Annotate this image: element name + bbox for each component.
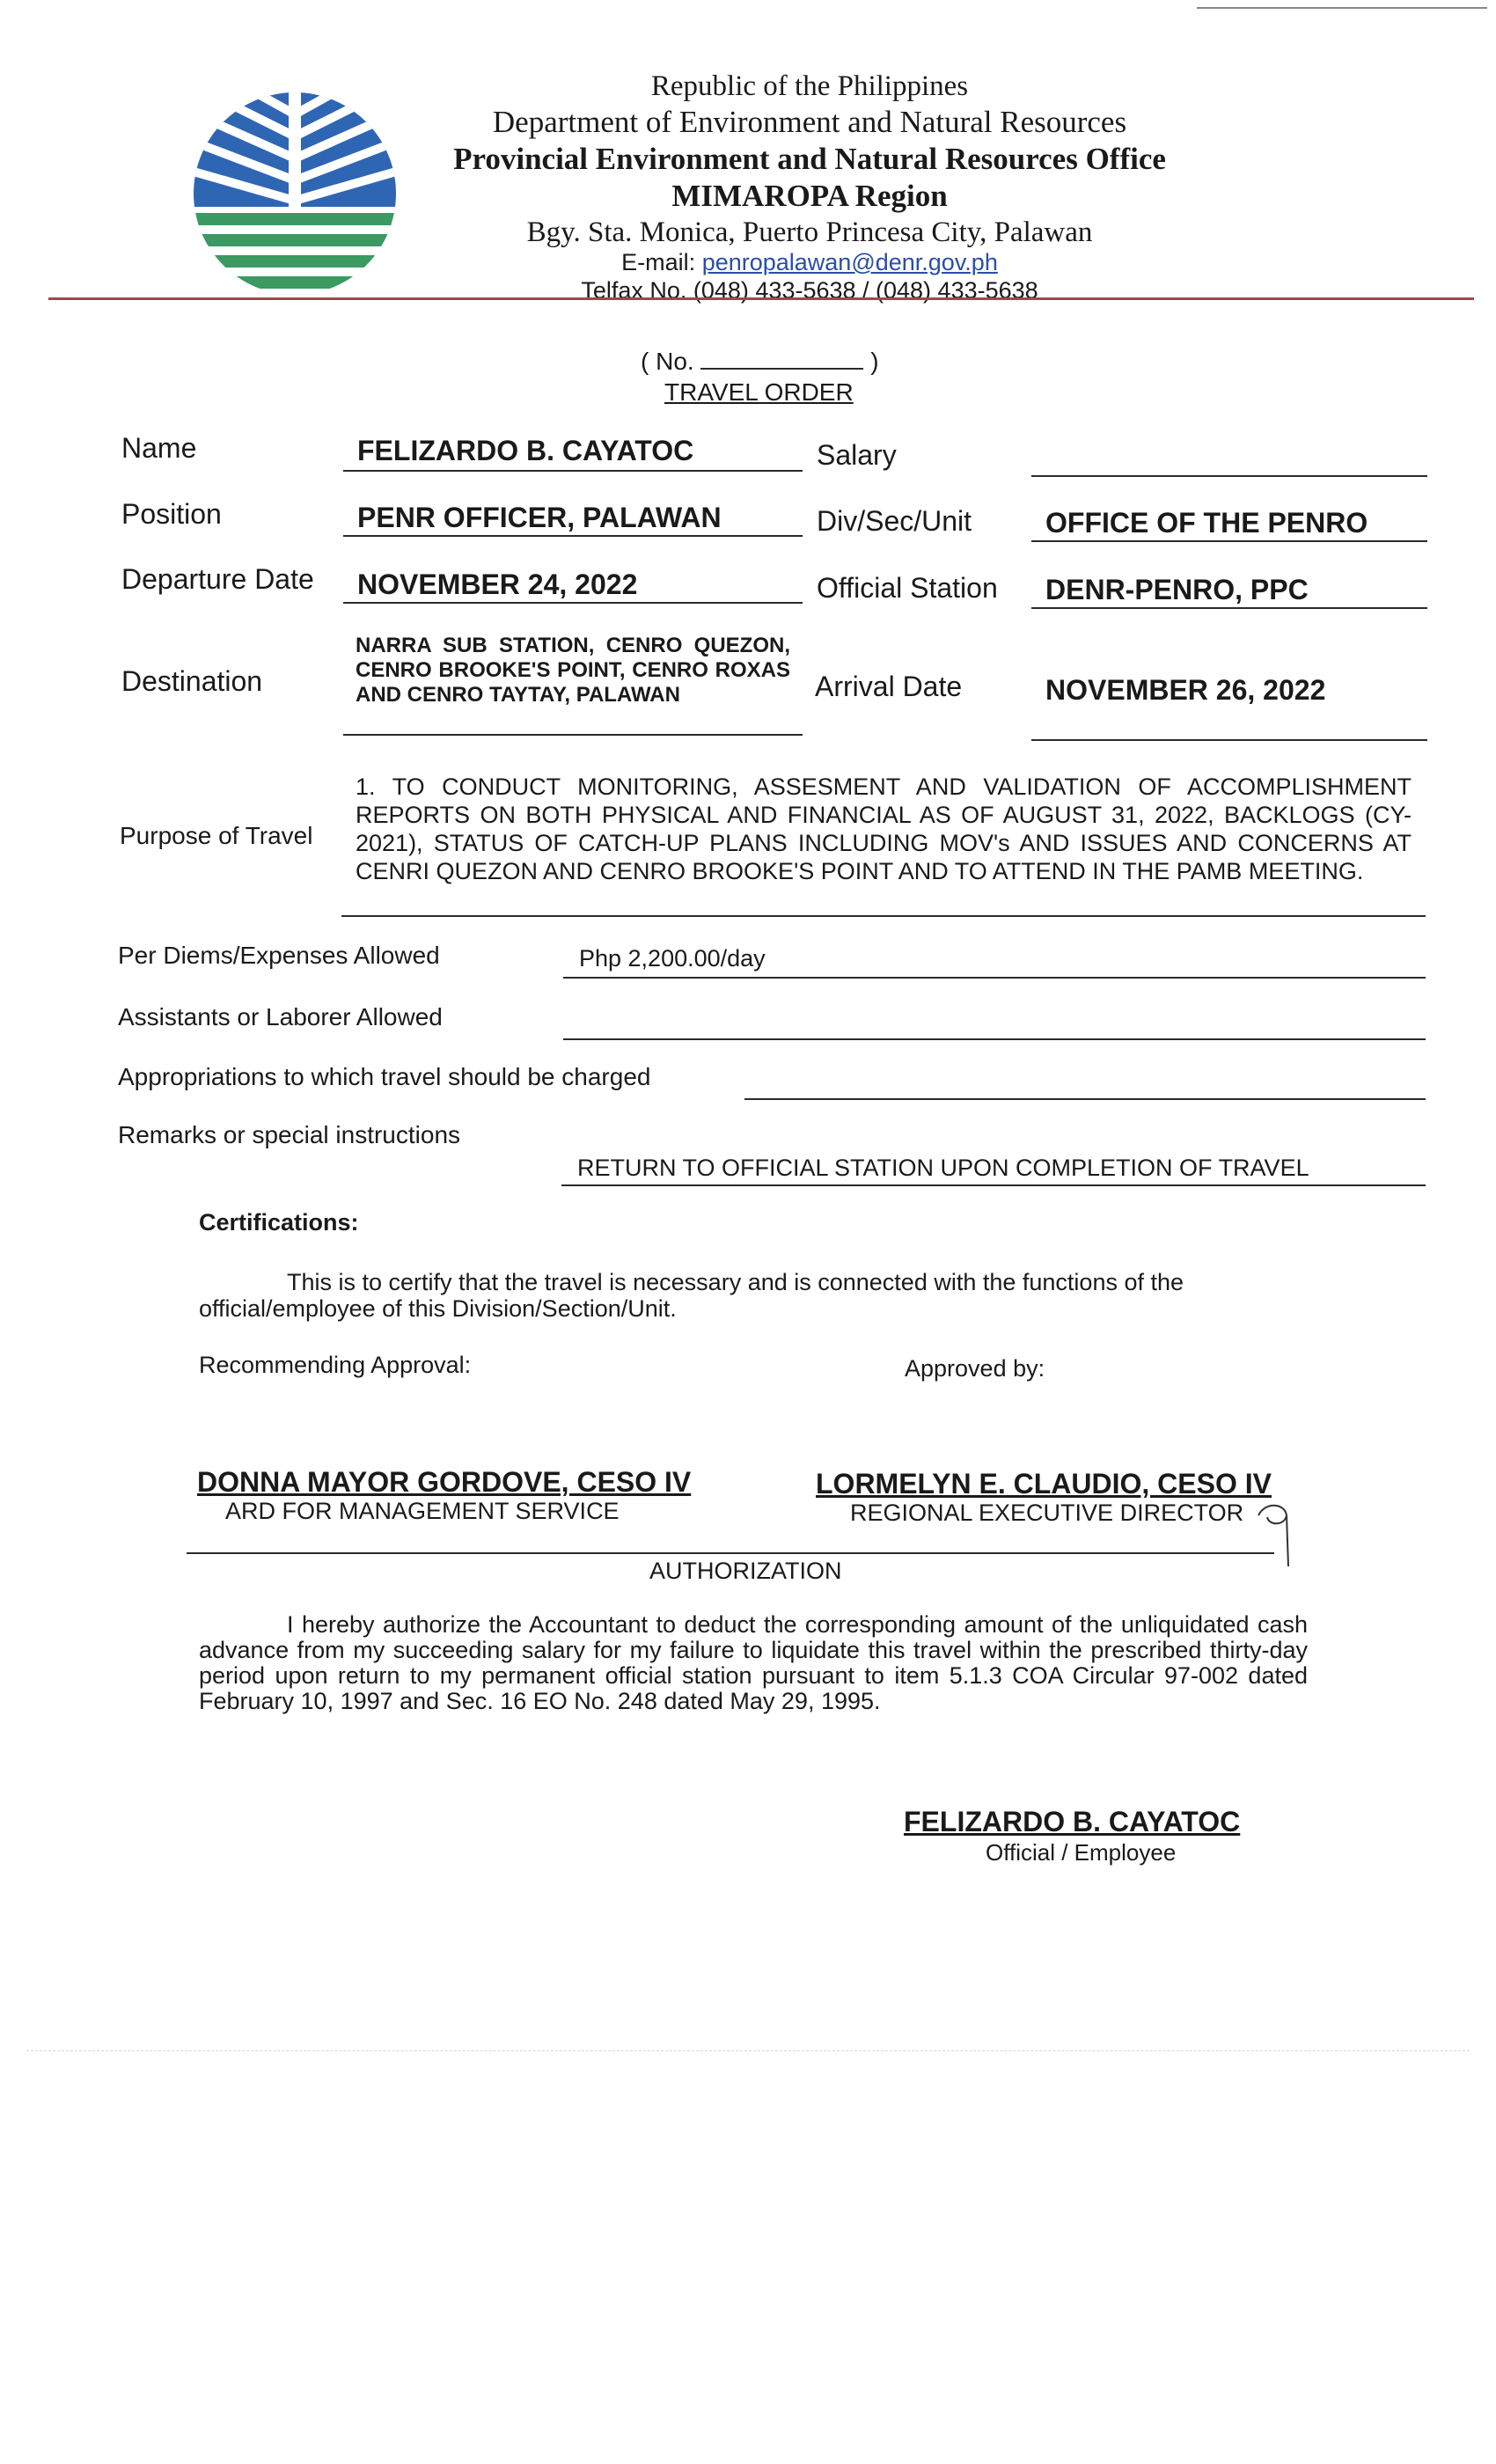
destination-underline — [343, 734, 803, 736]
scan-edge-line — [1197, 7, 1487, 9]
divsec-label: Div/Sec/Unit — [817, 505, 972, 537]
authorization-heading: AUTHORIZATION — [649, 1558, 842, 1584]
name-underline — [343, 470, 803, 472]
salary-label: Salary — [817, 439, 897, 471]
station-value: DENR-PENRO, PPC — [1045, 574, 1309, 605]
divsec-underline — [1031, 540, 1427, 542]
order-no-close: ) — [870, 348, 879, 375]
denr-logo — [189, 88, 400, 299]
certifications-heading: Certifications: — [199, 1209, 359, 1236]
purpose-value: 1. TO CONDUCT MONITORING, ASSESMENT AND VALIDATION OF ACCOMPLISHMENT REPORTS ON BOTH PHYSICAL AND FINANCIAL AS OF AUGUST 31, 2022, BACKLOGS (CY-2021), STATUS OF CATCH-UP PLANS INCLUDING MOV's AND ISSUES AND CONCERNS AT CENRI QUEZON AND CENRO BROOKE'S POINT AND TO ATTEND IN THE PAMB MEETING. — [356, 774, 1412, 884]
departure-label: Departure Date — [121, 563, 314, 595]
position-label: Position — [121, 498, 222, 530]
departure-value: NOVEMBER 24, 2022 — [357, 568, 638, 600]
order-title: TRAVEL ORDER — [664, 378, 854, 406]
handwritten-initial — [1250, 1496, 1302, 1575]
destination-value: NARRA SUB STATION, CENRO QUEZON, CENRO BROOKE'S POINT, CENRO ROXAS AND CENRO TAYTAY, PALAWAN — [356, 634, 790, 707]
header-line-department: Department of Environment and Natural Resources — [492, 105, 1127, 139]
recommending-label: Recommending Approval: — [199, 1352, 472, 1378]
email-label: E-mail: — [621, 249, 696, 275]
salary-underline — [1031, 475, 1427, 477]
authorization-divider — [187, 1552, 1274, 1554]
approver-name: LORMELYN E. CLAUDIO, CESO IV — [816, 1468, 1272, 1500]
departure-underline — [343, 602, 803, 604]
remarks-label: Remarks or special instructions — [118, 1121, 461, 1148]
appropriations-underline — [744, 1098, 1426, 1100]
perdiem-label: Per Diems/Expenses Allowed — [118, 942, 440, 969]
appropriations-label: Appropriations to which travel should be charged — [118, 1063, 651, 1090]
assistants-label: Assistants or Laborer Allowed — [118, 1003, 443, 1030]
header-line-republic: Republic of the Philippines — [650, 70, 969, 102]
arrival-underline — [1031, 739, 1427, 741]
station-underline — [1031, 607, 1427, 609]
perdiem-value: Php 2,200.00/day — [579, 945, 766, 972]
station-label: Official Station — [817, 572, 998, 604]
position-underline — [343, 535, 803, 537]
signer-name: FELIZARDO B. CAYATOC — [904, 1806, 1241, 1837]
header-line-address: Bgy. Sta. Monica, Puerto Princesa City, Palawan — [526, 216, 1093, 248]
remarks-value: RETURN TO OFFICIAL STATION UPON COMPLETION OF TRAVEL — [577, 1155, 1309, 1181]
purpose-underline — [341, 915, 1426, 917]
recommender-name: DONNA MAYOR GORDOVE, CESO IV — [197, 1466, 692, 1498]
divsec-value: OFFICE OF THE PENRO — [1045, 507, 1368, 539]
assistants-underline — [563, 1038, 1426, 1040]
order-no-field[interactable] — [700, 348, 863, 370]
email-link[interactable]: penropalawan@denr.gov.ph — [701, 249, 998, 275]
header-divider — [48, 297, 1474, 300]
approved-label: Approved by: — [905, 1355, 1045, 1382]
signer-title: Official / Employee — [986, 1839, 1177, 1866]
scan-artifact-line — [26, 2050, 1470, 2051]
remarks-underline — [561, 1184, 1426, 1186]
name-value: FELIZARDO B. CAYATOC — [357, 435, 694, 466]
name-label: Name — [121, 432, 197, 464]
denr-logo-icon — [189, 88, 400, 299]
arrival-value: NOVEMBER 26, 2022 — [1045, 674, 1326, 706]
arrival-label: Arrival Date — [815, 671, 963, 702]
destination-label: Destination — [121, 665, 263, 697]
position-value: PENR OFFICER, PALAWAN — [357, 502, 722, 533]
header-line-office: Provincial Environment and Natural Resources Office — [453, 142, 1166, 176]
recommender-title: ARD FOR MANAGEMENT SERVICE — [225, 1498, 620, 1524]
telfax-text: Telfax No. (048) 433-5638 / (048) 433-5638 — [581, 277, 1038, 304]
approver-title: REGIONAL EXECUTIVE DIRECTOR — [850, 1500, 1244, 1526]
perdiem-underline — [563, 977, 1426, 979]
header-line-region: MIMAROPA Region — [671, 179, 948, 213]
authorization-text: I hereby authorize the Accountant to deduct the corresponding amount of the unliquidated cash advance from my succeeding salary for my failure to liquidate this travel within the prescribed thirty-day period upon return to my permanent official station pursuant to item 5.1.3 COA Circular 97-002 dated February 10, 1997 and Sec. 16 EO No. 248 dated May 29, 1995. — [199, 1611, 1308, 1714]
purpose-label: Purpose of Travel — [120, 822, 313, 849]
certification-text: This is to certify that the travel is necessary and is connected with the functions of the official/employee of this Division/Section/Unit. — [199, 1269, 1184, 1322]
order-no-label: ( No. — [641, 348, 694, 375]
